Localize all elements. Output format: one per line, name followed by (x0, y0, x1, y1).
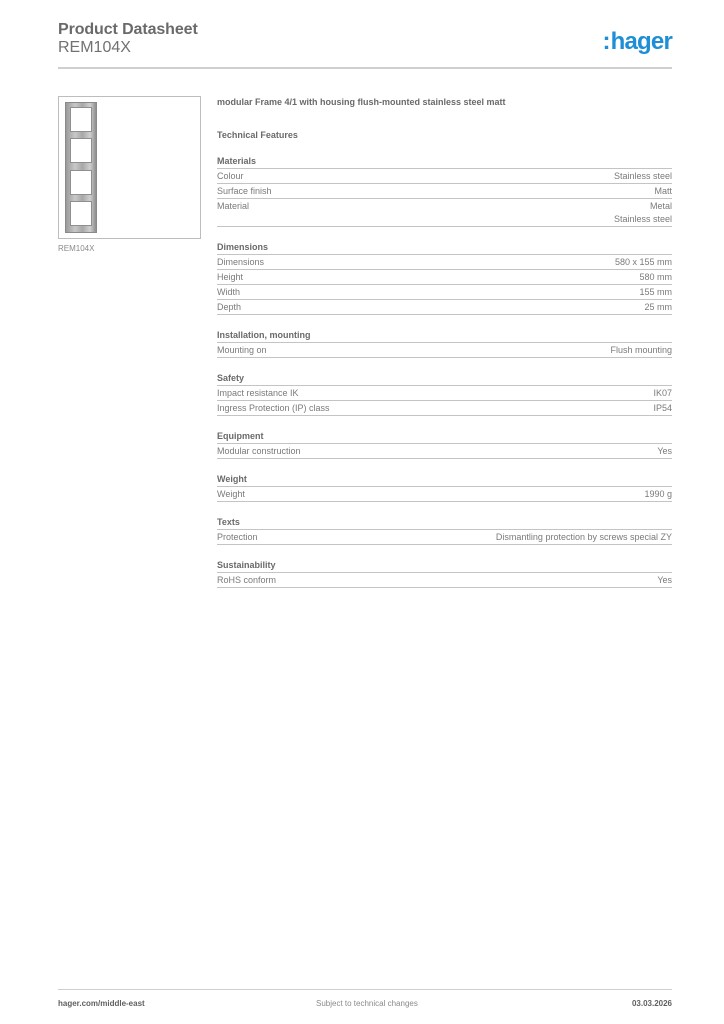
row-value-line: 155 mm (639, 287, 672, 297)
row-value-line: IK07 (653, 388, 672, 398)
table-row (217, 530, 672, 545)
row-value (657, 574, 672, 587)
table-row (217, 444, 672, 459)
section-title: Sustainability (217, 559, 672, 573)
row-label: Colour (217, 171, 244, 181)
row-value (496, 531, 672, 544)
footer-divider (58, 989, 672, 990)
frame-graphic (65, 102, 97, 233)
table-row (217, 199, 672, 227)
row-value-line: Stainless steel (613, 171, 672, 181)
table-row (217, 270, 672, 285)
row-label: Modular construction (217, 446, 301, 456)
technical-features-title: Technical Features (217, 130, 298, 140)
header-divider (58, 67, 672, 69)
row-value (657, 445, 672, 458)
row-value-line: Metal (649, 201, 672, 211)
row-label: Ingress Protection (IP) class (217, 403, 330, 413)
row-value-line: Yes (657, 575, 672, 585)
section-title: Installation, mounting (217, 329, 672, 343)
row-label: Protection (217, 532, 258, 542)
feature-sections (217, 155, 672, 588)
row-value-line: Matt (654, 186, 672, 196)
row-value (653, 387, 672, 400)
section-installation-mounting (217, 329, 672, 358)
row-label: Dimensions (217, 257, 265, 267)
section-title: Texts (217, 516, 672, 530)
table-row (217, 487, 672, 502)
table-row (217, 343, 672, 358)
table-row (217, 386, 672, 401)
row-label: Impact resistance IK (217, 388, 299, 398)
row-label: Weight (217, 489, 245, 499)
row-label: Width (217, 287, 241, 297)
row-value-line: Dismantling protection by screws special ZY (495, 532, 672, 542)
table-row (217, 169, 672, 184)
row-value (644, 488, 672, 501)
row-label: RoHS conform (217, 575, 277, 585)
frame-cell (70, 170, 92, 195)
row-value-line: Flush mounting (610, 345, 672, 355)
row-value-line: 580 mm (639, 272, 672, 282)
row-value (614, 200, 672, 226)
row-value (639, 286, 672, 299)
table-row (217, 300, 672, 315)
row-value (654, 185, 672, 198)
footer-website[interactable]: hager.com/middle-east (58, 999, 145, 1008)
section-title: Equipment (217, 430, 672, 444)
product-code: REM104X (58, 39, 131, 56)
table-row (217, 184, 672, 199)
logo-colon: : (602, 28, 610, 55)
section-title: Weight (217, 473, 672, 487)
section-texts (217, 516, 672, 545)
content (217, 96, 672, 588)
row-value (653, 402, 672, 415)
section-equipment (217, 430, 672, 459)
section-weight (217, 473, 672, 502)
hager-logo (602, 28, 672, 56)
page-title: Product Datasheet (58, 21, 198, 38)
table-row (217, 255, 672, 270)
frame-cell (70, 107, 92, 132)
table-row (217, 573, 672, 588)
row-value (610, 344, 672, 357)
row-value-line: IP54 (653, 403, 672, 413)
row-value (639, 271, 672, 284)
section-materials (217, 155, 672, 227)
row-label: Mounting on (217, 345, 267, 355)
row-value-line: Yes (657, 446, 672, 456)
footer-date: 03.03.2026 (631, 999, 672, 1008)
row-value-line: Stainless steel (613, 214, 672, 224)
section-safety (217, 372, 672, 416)
row-value-line: 1990 g (644, 489, 672, 499)
section-title: Dimensions (217, 241, 672, 255)
section-dimensions (217, 241, 672, 315)
frame-cell (70, 201, 92, 226)
row-value (615, 256, 672, 269)
row-value-line: 25 mm (644, 302, 672, 312)
row-label: Height (217, 272, 244, 282)
image-caption: REM104X (58, 244, 95, 253)
section-title: Safety (217, 372, 672, 386)
product-description: modular Frame 4/1 with housing flush-mounted stainless steel matt (217, 97, 506, 107)
row-value (614, 170, 672, 183)
section-title: Materials (217, 155, 672, 169)
row-value (644, 301, 672, 314)
row-label: Material (217, 201, 250, 211)
logo-text: hager (610, 28, 672, 55)
row-label: Depth (217, 302, 242, 312)
frame-cell (70, 138, 92, 163)
table-row (217, 401, 672, 416)
row-value-line: 580 x 155 mm (614, 257, 672, 267)
row-label: Surface finish (217, 186, 272, 196)
section-sustainability (217, 559, 672, 588)
footer-notice: Subject to technical changes (316, 999, 418, 1008)
table-row (217, 285, 672, 300)
product-image (58, 96, 201, 239)
